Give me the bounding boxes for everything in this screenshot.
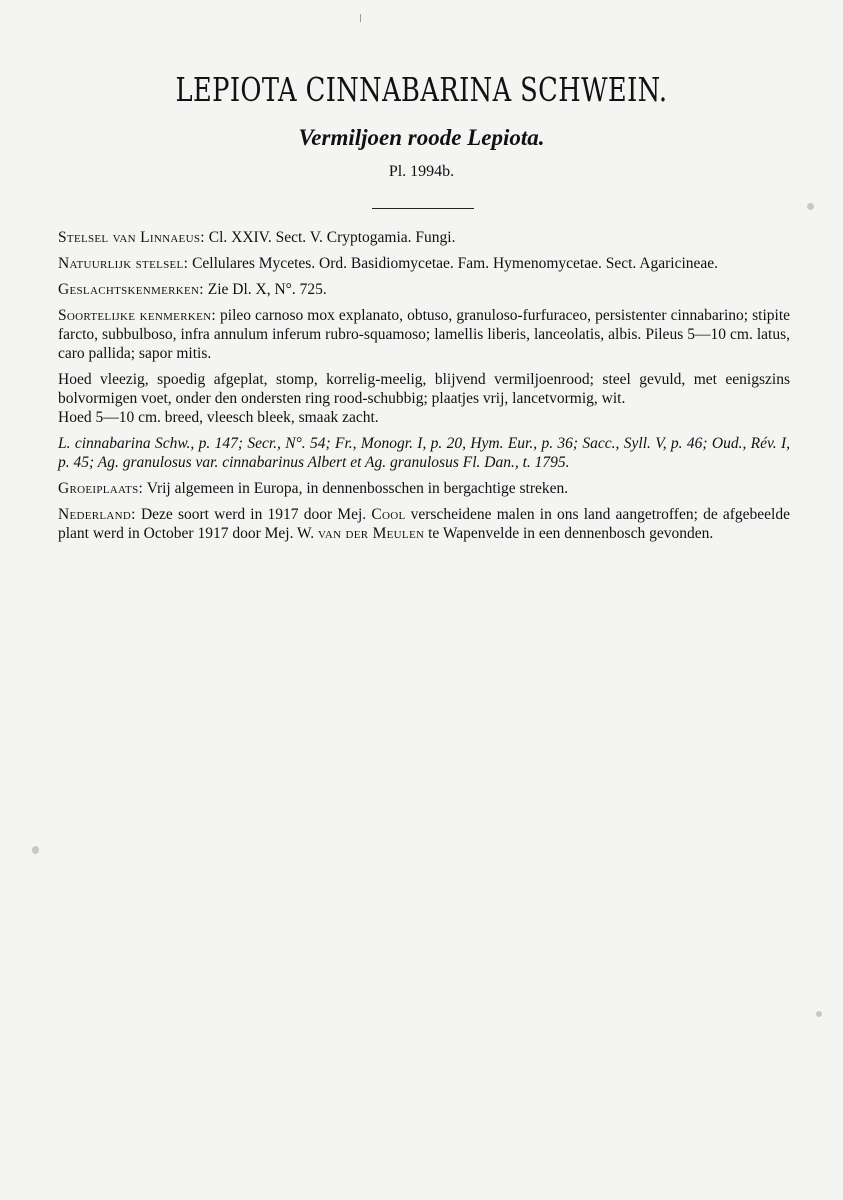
- description-body: [58, 228, 790, 550]
- species-characteristics: [58, 306, 790, 363]
- netherlands-text: te Wapenvelde in een dennenbosch gevonden.: [424, 525, 714, 542]
- dutch-size: Hoed 5—10 cm. breed, vleesch bleek, smaak zacht.: [58, 409, 379, 426]
- scan-speck: [816, 1011, 822, 1017]
- netherlands-text: Deze soort werd in 1917 door Mej.: [135, 506, 372, 523]
- page-subtitle: Vermiljoen roode Lepiota.: [298, 125, 545, 150]
- page-title: LEPIOTA CINNABARINA SCHWEIN.: [175, 70, 668, 109]
- netherlands-label: Nederland:: [58, 506, 136, 523]
- references: L. cinnabarina Schw., p. 147; Secr., N°. 54; Fr., Monogr. I, p. 20, Hym. Eur., p. 36; Sacc., Syll. V, p. 46; Oud., Rév. I, p. 45; Ag. granulosus var. cinnabarinus Albert et Ag. granulosus Fl. Dan., t. 1795.: [58, 435, 790, 471]
- scan-mark: [360, 14, 361, 22]
- collector-name: Cool: [371, 506, 406, 523]
- scan-speck: [32, 846, 39, 854]
- netherlands-finding: [58, 505, 790, 543]
- natural-text: Cellulares Mycetes. Ord. Basidiomycetae. Fam. Hymenomycetae. Sect. Agaricineae.: [188, 255, 719, 272]
- genus-characteristics: [58, 280, 790, 299]
- plate-number: Pl. 1994b.: [388, 163, 455, 180]
- natural-label: Natuurlijk stelsel:: [58, 255, 189, 272]
- scan-speck: [807, 203, 814, 210]
- genus-label: Geslachtskenmerken:: [58, 281, 204, 298]
- species-text: pileo carnoso mox explanato, obtuso, granuloso-furfuraceo, persistenter cinnabarino; stipite farcto, subbulboso, infra annulum inferum rubro-squamoso; lamellis liberis, lanceolatis, albis. Pileus 5—10 cm. latus, caro pallida; sapor mitis.: [58, 307, 791, 362]
- collector-name: van der Meulen: [318, 525, 425, 542]
- species-label: Soortelijke kenmerken:: [58, 307, 216, 324]
- habitat-label: Groeiplaats:: [58, 480, 144, 497]
- linnaeus-text: Cl. XXIV. Sect. V. Cryptogamia. Fungi.: [204, 229, 456, 246]
- linnaeus-system: [58, 228, 790, 247]
- linnaeus-label: Stelsel van Linnaeus:: [58, 229, 205, 246]
- habitat: [58, 479, 790, 498]
- genus-text: Zie Dl. X, N°. 725.: [203, 281, 327, 298]
- dutch-description: Hoed vleezig, spoedig afgeplat, stomp, korrelig-meelig, blijvend vermiljoenrood; steel gevuld, met eenigszins bolvormigen voet, onder den ondersten ring rood-schubbig; plaatjes vrij, lancetvormig, wit.: [58, 371, 790, 407]
- habitat-text: Vrij algemeen in Europa, in dennenbosschen in bergachtige streken.: [143, 480, 569, 497]
- netherlands-text: verscheidene malen in ons land aangetroffen; de afgebeelde plant werd in October 1917 door Mej. W.: [58, 506, 790, 542]
- title-divider: [372, 208, 474, 209]
- natural-system: [58, 254, 790, 273]
